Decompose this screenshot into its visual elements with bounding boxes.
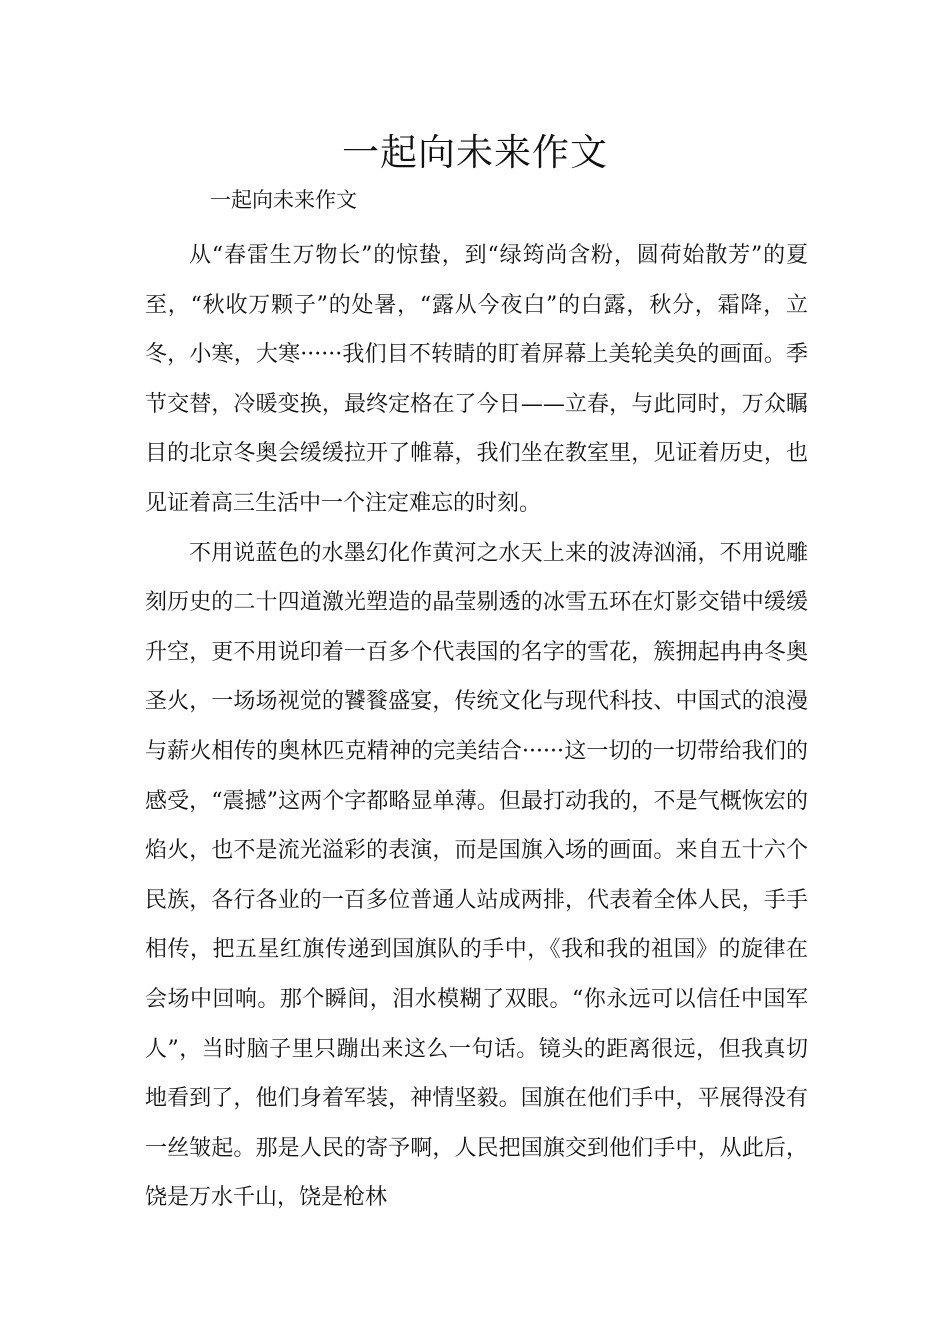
document-subtitle: 一起向未来作文 (210, 188, 357, 212)
document-title: 一起向未来作文 (342, 131, 608, 174)
paragraph-2: 不用说蓝色的水墨幻化作黄河之水天上来的波涛汹涌，不用说雕刻历史的二十四道激光塑造的晶莹剔透的冰雪五环在灯影交错中缓缓升空，更不用说印着一百多个代表国的名字的雪花，簇拥起冉冉冬奥圣火，一场场视觉的饕餮盛宴，传统文化与现代科技、中国式的浪漫与薪火相传的奥林匹克精神的完美结合······这一切的一切带给我们的感受，“震撼”这两个字都略显单薄。但最打动我的，不是气概恢宏的焰火，也不是流光溢彩的表演，而是国旗入场的画面。来自五十六个民族，各行各业的一百多位普通人站成两排，代表着全体人民，手手相传，把五星红旗传递到国旗队的手中，《我和我的祖国》的旋律在会场中回响。那个瞬间，泪水模糊了双眼。“你永远可以信任中国军人”，当时脑子里只蹦出来这么一句话。镜头的距离很远，但我真切地看到了，他们身着军装，神情坚毅。国旗在他们手中，平展得没有一丝皱起。那是人民的寄予啊，人民把国旗交到他们手中，从此后，饶是万水千山，饶是枪林 (145, 540, 808, 1211)
paragraph-1: 从“春雷生万物长”的惊蛰，到“绿筠尚含粉，圆荷始散芳”的夏至，“秋收万颗子”的处暑，“露从今夜白”的白露，秋分，霜降，立冬，小寒，大寒······我们目不转睛的盯着屏幕上美轮美奂的画面。季节交替，冷暖变换，最终定格在了今日——立春，与此同时，万众瞩目的北京冬奥会缓缓拉开了帷幕，我们坐在教室里，见证着历史，也见证着高三生活中一个注定难忘的时刻。 (145, 243, 808, 516)
document-body (145, 231, 808, 1223)
